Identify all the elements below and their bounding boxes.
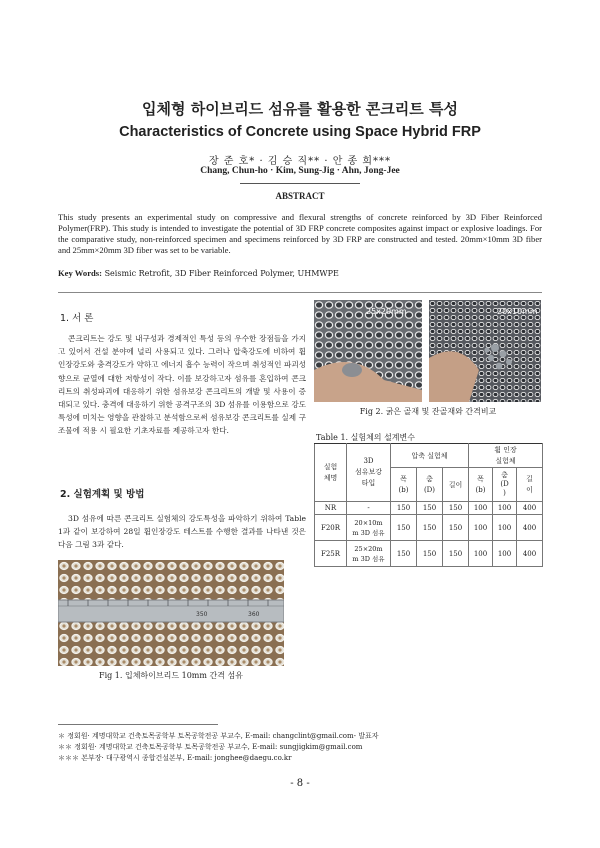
table-cell: 150 bbox=[417, 541, 443, 567]
table-cell: 150 bbox=[417, 502, 443, 515]
table1-header-compression: 압축 실험체 bbox=[391, 444, 469, 468]
fig2-label-left: 25x20mm bbox=[366, 307, 407, 316]
footnote-2: ＊＊ 정회원· 계명대학교 건축토목공학부 토목공학전공 부교수, E-mail: sungjigkim@gmail.com bbox=[58, 743, 363, 751]
table-cell: 400 bbox=[517, 541, 543, 567]
authors-english: Chang, Chun-ho · Kim, Sung-Jig · Ahn, Jong-Jee bbox=[200, 166, 400, 176]
table1-header-depth-2: 춤 (D ) bbox=[493, 468, 517, 502]
table-cell: 25×20m m 3D 섬유 bbox=[347, 541, 391, 567]
table1-header-id: 실험 체명 bbox=[315, 444, 347, 502]
table1-caption bbox=[316, 432, 415, 443]
page-number: - 8 - bbox=[290, 778, 310, 789]
table-cell: NR bbox=[315, 502, 347, 515]
table1-header-length: 길이 bbox=[443, 468, 469, 502]
abstract-text: This study presents an experimental study on compressive and flexural strengths of concrete reinforced by 3D Fiber Reinforced Polymer(FRP). This study is intended to investigate the potential of 3D FRP concrete composites against impact or explosive loadings. For the comparative study, non-reinforced specimen and specimens reinforced by 3D FRP are constructed and tested. 20mm×10mm 3D fiber and 25mm×20mm 3D fiber was set to be variable. bbox=[58, 212, 542, 255]
table1-header-flexure: 휨 인장 실험체 bbox=[469, 444, 543, 468]
keywords-text: Seismic Retrofit, 3D Fiber Reinforced Polymer, UHMWPE bbox=[104, 269, 339, 278]
fig2-left-image bbox=[314, 300, 422, 402]
table-cell: 150 bbox=[417, 515, 443, 541]
table1 bbox=[314, 443, 542, 567]
table-cell: 100 bbox=[469, 541, 493, 567]
fig2-label-right: 20x10mm bbox=[497, 307, 538, 316]
table-cell: 100 bbox=[493, 515, 517, 541]
footnote-1: ＊ 정회원· 계명대학교 건축토목공학부 토목공학전공 부교수, E-mail: changclint@gmail.com- 발표자 bbox=[58, 732, 379, 740]
table1-header-depth: 춤 (D) bbox=[417, 468, 443, 502]
fig2-caption: Fig 2. 굵은 골재 및 잔골재와 간격비교 bbox=[359, 407, 497, 416]
table-cell: 100 bbox=[493, 541, 517, 567]
section-2-text: 3D 섬유에 따른 콘크리트 실험체의 강도특성을 파악하기 위하여 Table 1과 같이 보강하여 28일 휨인장강도 테스트를 수행한 결과를 나타낸 것은 다음 그림 3과 같다. bbox=[58, 514, 306, 550]
table-cell: 150 bbox=[443, 541, 469, 567]
table1-caption-text: Table 1. 실험체의 설계변수 bbox=[316, 433, 415, 442]
table-cell: 100 bbox=[469, 515, 493, 541]
table1-header-type: 3D 섬유보강 타입 bbox=[347, 444, 391, 502]
table-cell: - bbox=[347, 502, 391, 515]
table-cell: 400 bbox=[517, 515, 543, 541]
table1-header-width-2: 폭 (b) bbox=[469, 468, 493, 502]
table-cell: 150 bbox=[391, 502, 417, 515]
fig2-photo-left bbox=[314, 300, 422, 402]
keywords-label: Key Words: bbox=[58, 268, 103, 278]
abstract-divider bbox=[58, 292, 542, 293]
table1-grid bbox=[314, 443, 543, 567]
ruler-mark-1: 350 bbox=[196, 611, 208, 618]
section-2-title: 2. 실험계획 및 방법 bbox=[60, 489, 145, 500]
fig1-photo bbox=[58, 560, 284, 666]
table-cell: 150 bbox=[391, 541, 417, 567]
section-1-text: 콘크리트는 강도 및 내구성과 경제적인 특성 등의 우수한 장점들을 가지고 있어서 건설 분야에 널리 사용되고 있다. 그러나 압축강도에 비하여 휨 인장강도와 충격강도가 약하고 에너지 흡수 능력이 작으며 취성적인 파괴성향으로 균열에 대한 저항성이 작다. 이를 보강하고자 섬유를 혼입하여 콘크리트의 취성파괴에 대응하기 위한 섬유보강 콘크리트의 개발 및 사용이 증대되고 있다. 충격에 대응하기 위한 공격구조의 3D 섬유를 이용함으로 강도특성에 미치는 영향을 관찰하고 분석함으로써 섬유보강 콘크리트를 실제 구조물에 적용 시 필요한 기초자료를 제공하고자 한다. bbox=[58, 334, 306, 436]
authors-korean: 장 준 호* · 김 승 직** · 안 종 희*** bbox=[208, 156, 392, 167]
footnote-3: ＊＊＊ 본부장· 대구광역시 종합건설본부, E-mail: jonghee@daegu.co.kr bbox=[58, 754, 292, 762]
footnote-divider bbox=[58, 724, 218, 725]
table-row bbox=[315, 541, 543, 567]
table-cell: 150 bbox=[391, 515, 417, 541]
section-1-title: 1. 서 론 bbox=[60, 313, 94, 324]
title-korean: 입체형 하이브리드 섬유를 활용한 콘크리트 특성 bbox=[142, 100, 458, 118]
table1-header-length-2: 길 이 bbox=[517, 468, 543, 502]
table-row bbox=[315, 515, 543, 541]
fig1-image bbox=[58, 560, 284, 666]
table-row bbox=[315, 502, 543, 515]
title-divider bbox=[240, 183, 360, 184]
fig1-caption: Fig 1. 입체하이브리드 10mm 간격 섬유 bbox=[99, 671, 243, 680]
abstract-heading: ABSTRACT bbox=[275, 191, 325, 201]
table-cell: 100 bbox=[493, 502, 517, 515]
table1-header-width: 폭 (b) bbox=[391, 468, 417, 502]
table-cell: 100 bbox=[469, 502, 493, 515]
table-cell: F25R bbox=[315, 541, 347, 567]
keywords bbox=[58, 268, 542, 278]
table-cell: 150 bbox=[443, 515, 469, 541]
table-cell: F20R bbox=[315, 515, 347, 541]
title-english: Characteristics of Concrete using Space Hybrid FRP bbox=[119, 124, 481, 140]
table-cell: 400 bbox=[517, 502, 543, 515]
fig2-right-image bbox=[429, 300, 541, 402]
table-cell: 20×10m m 3D 섬유 bbox=[347, 515, 391, 541]
table-cell: 150 bbox=[443, 502, 469, 515]
ruler-mark-2: 360 bbox=[248, 611, 260, 618]
fig2-photo-right bbox=[429, 300, 541, 402]
